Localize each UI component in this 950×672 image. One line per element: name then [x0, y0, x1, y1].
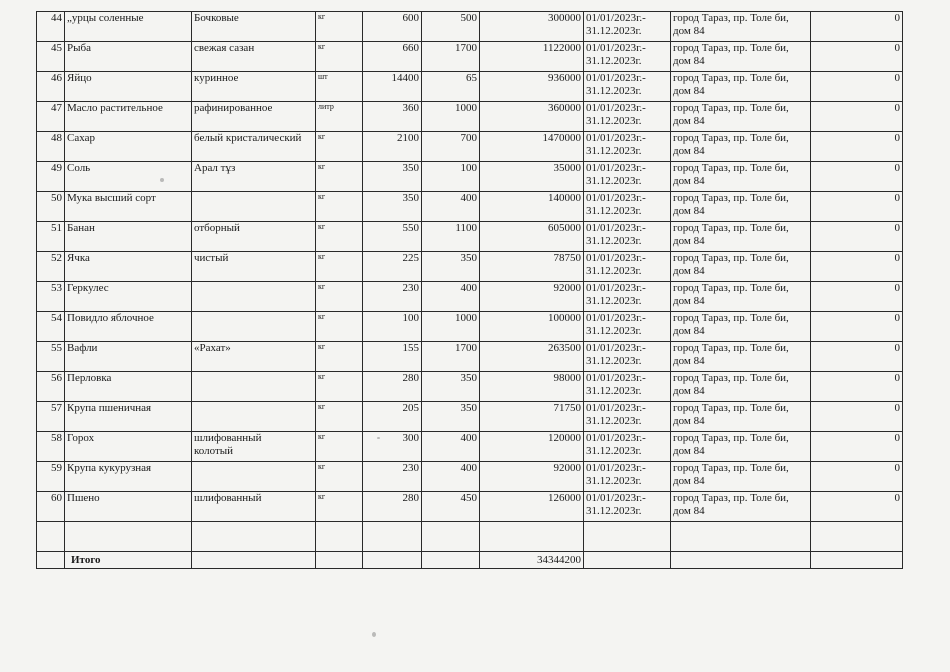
item-sum: 126000	[480, 492, 584, 522]
item-name: Геркулес	[65, 282, 192, 312]
scan-speck	[372, 632, 376, 637]
row-number: 57	[37, 402, 65, 432]
last-column-value: 0	[811, 402, 903, 432]
row-number: 44	[37, 12, 65, 42]
delivery-address-line: дом 84	[673, 175, 705, 187]
delivery-address-line: дом 84	[673, 265, 705, 277]
item-quantity: 280	[363, 372, 422, 402]
total-label: Итого	[65, 552, 192, 569]
row-number: 45	[37, 42, 65, 72]
delivery-address-line: город Тараз, пр. Толе би,	[673, 72, 789, 84]
item-quantity: 280	[363, 492, 422, 522]
item-name: „урцы соленные	[65, 12, 192, 42]
row-number: 59	[37, 462, 65, 492]
delivery-period	[584, 72, 671, 102]
item-sum: 71750	[480, 402, 584, 432]
item-quantity: 350	[363, 192, 422, 222]
delivery-period-line: 31.12.2023г.	[586, 265, 642, 277]
item-quantity: 14400	[363, 72, 422, 102]
item-spec: куринное	[192, 72, 316, 102]
delivery-period	[584, 372, 671, 402]
item-name: Крупа кукурузная	[65, 462, 192, 492]
delivery-address	[671, 252, 811, 282]
delivery-period	[584, 282, 671, 312]
item-name: Мука высший сорт	[65, 192, 192, 222]
item-unit: кг	[316, 162, 363, 192]
item-spec: белый кристалический	[192, 132, 316, 162]
row-number: 50	[37, 192, 65, 222]
delivery-address	[671, 372, 811, 402]
table-row	[37, 222, 903, 252]
delivery-address	[671, 462, 811, 492]
item-name: Банан	[65, 222, 192, 252]
item-quantity: 660	[363, 42, 422, 72]
delivery-address-line: город Тараз, пр. Толе би,	[673, 132, 789, 144]
item-sum: 35000	[480, 162, 584, 192]
delivery-period	[584, 492, 671, 522]
delivery-period-line: 01/01/2023г.-	[586, 162, 646, 174]
table-row	[37, 102, 903, 132]
item-name: Рыба	[65, 42, 192, 72]
table-row	[37, 312, 903, 342]
item-price: 400	[422, 462, 480, 492]
delivery-period-line: 01/01/2023г.-	[586, 312, 646, 324]
item-spec-line: шлифованный	[194, 432, 262, 444]
item-unit: кг	[316, 12, 363, 42]
row-number: 51	[37, 222, 65, 252]
item-quantity: 205	[363, 402, 422, 432]
delivery-address-line: дом 84	[673, 25, 705, 37]
item-unit: кг	[316, 342, 363, 372]
item-unit: кг	[316, 222, 363, 252]
delivery-period	[584, 192, 671, 222]
delivery-period-line: 31.12.2023г.	[586, 385, 642, 397]
delivery-address-line: дом 84	[673, 445, 705, 457]
item-spec-line: колотый	[194, 445, 234, 457]
item-quantity: 155	[363, 342, 422, 372]
delivery-address-line: город Тараз, пр. Толе би,	[673, 252, 789, 264]
delivery-address	[671, 162, 811, 192]
delivery-period-line: 31.12.2023г.	[586, 205, 642, 217]
items-table	[36, 11, 903, 569]
item-name: Горох	[65, 432, 192, 462]
table-row	[37, 462, 903, 492]
delivery-period-line: 01/01/2023г.-	[586, 132, 646, 144]
delivery-period	[584, 432, 671, 462]
delivery-period-line: 01/01/2023г.-	[586, 12, 646, 24]
item-spec	[192, 462, 316, 492]
delivery-period	[584, 342, 671, 372]
delivery-address	[671, 132, 811, 162]
item-unit: кг	[316, 402, 363, 432]
row-number: 52	[37, 252, 65, 282]
item-spec: отборный	[192, 222, 316, 252]
delivery-period	[584, 252, 671, 282]
delivery-address-line: дом 84	[673, 355, 705, 367]
row-number: 60	[37, 492, 65, 522]
row-number: 46	[37, 72, 65, 102]
row-number: 56	[37, 372, 65, 402]
item-spec: Арал тұз	[192, 162, 316, 192]
item-price: 350	[422, 252, 480, 282]
delivery-period-line: 31.12.2023г.	[586, 145, 642, 157]
delivery-period-line: 31.12.2023г.	[586, 295, 642, 307]
table-row	[37, 432, 903, 462]
delivery-period	[584, 462, 671, 492]
item-name: Пшено	[65, 492, 192, 522]
item-sum: 936000	[480, 72, 584, 102]
delivery-period-line: 31.12.2023г.	[586, 325, 642, 337]
last-column-value: 0	[811, 42, 903, 72]
scan-speck	[377, 437, 380, 439]
item-unit: литр	[316, 102, 363, 132]
item-sum: 98000	[480, 372, 584, 402]
last-column-value: 0	[811, 492, 903, 522]
item-sum: 360000	[480, 102, 584, 132]
delivery-address-line: дом 84	[673, 115, 705, 127]
last-column-value: 0	[811, 342, 903, 372]
delivery-period-line: 01/01/2023г.-	[586, 72, 646, 84]
item-price: 400	[422, 192, 480, 222]
last-column-value: 0	[811, 132, 903, 162]
item-price: 1100	[422, 222, 480, 252]
item-sum: 140000	[480, 192, 584, 222]
row-number: 47	[37, 102, 65, 132]
last-column-value: 0	[811, 282, 903, 312]
delivery-period-line: 31.12.2023г.	[586, 25, 642, 37]
delivery-period	[584, 402, 671, 432]
delivery-period-line: 01/01/2023г.-	[586, 282, 646, 294]
item-unit: кг	[316, 432, 363, 462]
item-unit: кг	[316, 192, 363, 222]
delivery-address-line: город Тараз, пр. Толе би,	[673, 492, 789, 504]
item-name: Соль	[65, 162, 192, 192]
item-name: Вафли	[65, 342, 192, 372]
delivery-period-line: 31.12.2023г.	[586, 355, 642, 367]
delivery-period-line: 31.12.2023г.	[586, 415, 642, 427]
row-number: 54	[37, 312, 65, 342]
item-unit: кг	[316, 492, 363, 522]
delivery-period-line: 31.12.2023г.	[586, 445, 642, 457]
delivery-period	[584, 12, 671, 42]
delivery-address	[671, 282, 811, 312]
item-price: 500	[422, 12, 480, 42]
last-column-value: 0	[811, 312, 903, 342]
item-name: Перловка	[65, 372, 192, 402]
delivery-period-line: 31.12.2023г.	[586, 85, 642, 97]
delivery-address	[671, 342, 811, 372]
item-spec	[192, 192, 316, 222]
delivery-period	[584, 132, 671, 162]
item-price: 1700	[422, 42, 480, 72]
item-sum: 78750	[480, 252, 584, 282]
item-name: Повидло яблочное	[65, 312, 192, 342]
table-row	[37, 72, 903, 102]
table-body	[37, 12, 903, 522]
delivery-period-line: 01/01/2023г.-	[586, 222, 646, 234]
delivery-period-line: 01/01/2023г.-	[586, 372, 646, 384]
table-row	[37, 282, 903, 312]
item-unit: кг	[316, 282, 363, 312]
delivery-address	[671, 102, 811, 132]
item-spec	[192, 372, 316, 402]
item-name: Яйцо	[65, 72, 192, 102]
item-price: 1700	[422, 342, 480, 372]
item-quantity: 230	[363, 282, 422, 312]
last-column-value: 0	[811, 432, 903, 462]
delivery-address	[671, 222, 811, 252]
delivery-period-line: 31.12.2023г.	[586, 175, 642, 187]
row-number: 53	[37, 282, 65, 312]
item-quantity: 230	[363, 462, 422, 492]
item-price: 1000	[422, 102, 480, 132]
delivery-period-line: 31.12.2023г.	[586, 55, 642, 67]
delivery-address-line: город Тараз, пр. Толе би,	[673, 162, 789, 174]
item-sum: 92000	[480, 282, 584, 312]
delivery-address-line: город Тараз, пр. Толе би,	[673, 222, 789, 234]
delivery-period-line: 01/01/2023г.-	[586, 402, 646, 414]
delivery-period-line: 01/01/2023г.-	[586, 432, 646, 444]
table-row	[37, 402, 903, 432]
delivery-address-line: дом 84	[673, 475, 705, 487]
delivery-address	[671, 72, 811, 102]
delivery-period	[584, 312, 671, 342]
item-unit: кг	[316, 372, 363, 402]
item-spec: «Рахат»	[192, 342, 316, 372]
delivery-address-line: дом 84	[673, 85, 705, 97]
item-name: Ячка	[65, 252, 192, 282]
delivery-address-line: дом 84	[673, 235, 705, 247]
table-row	[37, 132, 903, 162]
delivery-address-line: дом 84	[673, 385, 705, 397]
item-price: 350	[422, 402, 480, 432]
delivery-address-line: город Тараз, пр. Толе би,	[673, 282, 789, 294]
delivery-address	[671, 312, 811, 342]
delivery-period-line: 01/01/2023г.-	[586, 192, 646, 204]
delivery-address-line: дом 84	[673, 505, 705, 517]
item-unit: кг	[316, 132, 363, 162]
last-column-value: 0	[811, 462, 903, 492]
item-sum: 263500	[480, 342, 584, 372]
last-column-value: 0	[811, 162, 903, 192]
item-quantity: 360	[363, 102, 422, 132]
table-row	[37, 342, 903, 372]
last-column-value: 0	[811, 192, 903, 222]
item-quantity: 550	[363, 222, 422, 252]
item-spec: чистый	[192, 252, 316, 282]
table-row	[37, 252, 903, 282]
item-quantity: 600	[363, 12, 422, 42]
item-spec: свежая сазан	[192, 42, 316, 72]
item-sum: 605000	[480, 222, 584, 252]
item-quantity: 300	[363, 432, 422, 462]
item-quantity: 2100	[363, 132, 422, 162]
last-column-value: 0	[811, 102, 903, 132]
row-number: 49	[37, 162, 65, 192]
item-spec	[192, 312, 316, 342]
delivery-address-line: дом 84	[673, 205, 705, 217]
delivery-period-line: 01/01/2023г.-	[586, 492, 646, 504]
item-quantity: 225	[363, 252, 422, 282]
item-price: 350	[422, 372, 480, 402]
item-price: 65	[422, 72, 480, 102]
item-sum: 92000	[480, 462, 584, 492]
delivery-period-line: 01/01/2023г.-	[586, 252, 646, 264]
item-sum: 120000	[480, 432, 584, 462]
delivery-period	[584, 222, 671, 252]
delivery-period-line: 31.12.2023г.	[586, 475, 642, 487]
item-quantity: 100	[363, 312, 422, 342]
delivery-period-line: 01/01/2023г.-	[586, 462, 646, 474]
item-name: Масло растительное	[65, 102, 192, 132]
item-price: 450	[422, 492, 480, 522]
item-sum: 1122000	[480, 42, 584, 72]
table-row	[37, 372, 903, 402]
delivery-address-line: город Тараз, пр. Толе би,	[673, 462, 789, 474]
delivery-address-line: город Тараз, пр. Толе би,	[673, 432, 789, 444]
row-number: 58	[37, 432, 65, 462]
item-spec: шлифованный	[192, 492, 316, 522]
delivery-period-line: 31.12.2023г.	[586, 505, 642, 517]
delivery-address	[671, 42, 811, 72]
item-price: 700	[422, 132, 480, 162]
delivery-address	[671, 192, 811, 222]
item-sum: 1470000	[480, 132, 584, 162]
delivery-address-line: дом 84	[673, 415, 705, 427]
table-row	[37, 192, 903, 222]
delivery-period	[584, 102, 671, 132]
row-number: 55	[37, 342, 65, 372]
item-price: 400	[422, 282, 480, 312]
delivery-address	[671, 492, 811, 522]
delivery-address-line: дом 84	[673, 55, 705, 67]
delivery-address-line: город Тараз, пр. Толе би,	[673, 402, 789, 414]
delivery-address-line: город Тараз, пр. Толе би,	[673, 102, 789, 114]
delivery-address-line: город Тараз, пр. Толе би,	[673, 312, 789, 324]
scan-speck	[160, 178, 164, 182]
empty-row	[37, 522, 903, 552]
delivery-period-line: 01/01/2023г.-	[586, 102, 646, 114]
last-column-value: 0	[811, 252, 903, 282]
item-spec	[192, 282, 316, 312]
item-sum: 100000	[480, 312, 584, 342]
delivery-period-line: 31.12.2023г.	[586, 115, 642, 127]
item-price: 1000	[422, 312, 480, 342]
delivery-address-line: город Тараз, пр. Толе би,	[673, 192, 789, 204]
delivery-address-line: дом 84	[673, 145, 705, 157]
item-price: 100	[422, 162, 480, 192]
item-quantity: 350	[363, 162, 422, 192]
row-number: 48	[37, 132, 65, 162]
delivery-address-line: город Тараз, пр. Толе би,	[673, 342, 789, 354]
delivery-address-line: дом 84	[673, 295, 705, 307]
last-column-value: 0	[811, 72, 903, 102]
table-row	[37, 12, 903, 42]
delivery-period	[584, 42, 671, 72]
last-column-value: 0	[811, 12, 903, 42]
item-unit: кг	[316, 252, 363, 282]
table-row	[37, 42, 903, 72]
item-unit: кг	[316, 312, 363, 342]
delivery-period	[584, 162, 671, 192]
total-row	[37, 552, 903, 569]
table-row	[37, 162, 903, 192]
total-sum: 34344200	[480, 552, 584, 569]
last-column-value: 0	[811, 372, 903, 402]
item-unit: кг	[316, 462, 363, 492]
item-sum: 300000	[480, 12, 584, 42]
delivery-address-line: город Тараз, пр. Толе би,	[673, 12, 789, 24]
delivery-period-line: 31.12.2023г.	[586, 235, 642, 247]
item-spec: рафинированное	[192, 102, 316, 132]
delivery-address	[671, 402, 811, 432]
delivery-period-line: 01/01/2023г.-	[586, 342, 646, 354]
item-spec	[192, 432, 316, 462]
delivery-address-line: город Тараз, пр. Толе би,	[673, 42, 789, 54]
item-spec: Бочковые	[192, 12, 316, 42]
item-price: 400	[422, 432, 480, 462]
delivery-address	[671, 432, 811, 462]
item-name: Крупа пшеничная	[65, 402, 192, 432]
delivery-address-line: город Тараз, пр. Толе би,	[673, 372, 789, 384]
last-column-value: 0	[811, 222, 903, 252]
item-unit: шт	[316, 72, 363, 102]
item-unit: кг	[316, 42, 363, 72]
item-spec	[192, 402, 316, 432]
item-name: Сахар	[65, 132, 192, 162]
delivery-address	[671, 12, 811, 42]
table-row	[37, 492, 903, 522]
delivery-address-line: дом 84	[673, 325, 705, 337]
delivery-period-line: 01/01/2023г.-	[586, 42, 646, 54]
